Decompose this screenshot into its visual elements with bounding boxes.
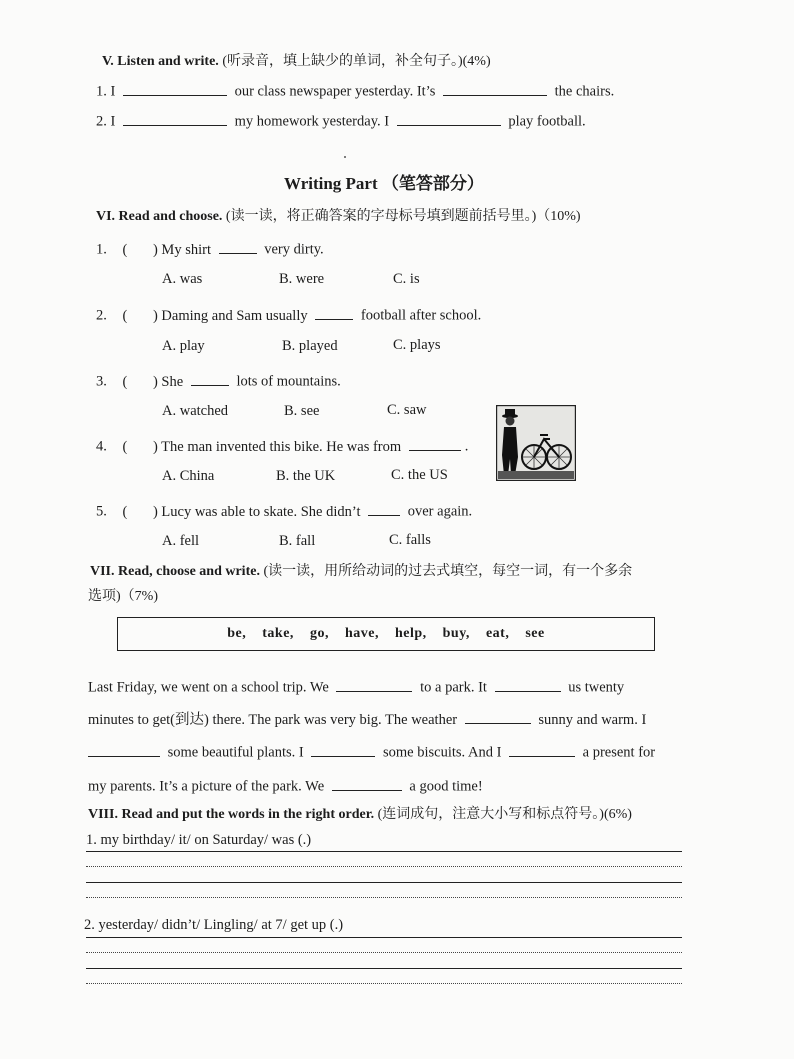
option-a: A. was <box>162 271 203 287</box>
option-c: C. the US <box>391 467 448 483</box>
writing-guide-line <box>86 983 682 984</box>
writing-guide-line <box>86 866 682 867</box>
sentence-text: our class newspaper yesterday. It’s <box>234 83 436 100</box>
passage-text: some beautiful plants. I <box>167 744 304 761</box>
option-a: A. play <box>162 338 205 354</box>
writing-part-title: Writing Part （笔答部分） <box>284 174 484 193</box>
sec5-line-1 <box>96 80 614 101</box>
question-3 <box>96 370 341 391</box>
answer-blank[interactable] <box>123 80 227 96</box>
section-7-title: VII. Read, choose and write. <box>90 564 260 579</box>
answer-bracket[interactable]: ( <box>122 241 128 258</box>
writing-guide-line <box>86 952 682 953</box>
passage-text: a present for <box>582 744 656 761</box>
answer-blank[interactable] <box>123 110 227 126</box>
word-option: help, <box>394 626 427 641</box>
word-option: eat, <box>485 626 510 641</box>
question-text: lots of mountains. <box>236 373 341 390</box>
passage-line-4 <box>88 775 483 796</box>
answer-bracket[interactable]: ( <box>122 503 128 520</box>
passage-line-2 <box>88 708 646 729</box>
option-b: B. fall <box>279 533 316 549</box>
option-a: A. China <box>162 468 215 484</box>
sentence-text: my homework yesterday. I <box>234 113 390 130</box>
question-number: 5. <box>96 503 107 520</box>
question-4 <box>96 435 468 456</box>
writing-line[interactable] <box>86 882 682 883</box>
answer-blank[interactable] <box>336 676 412 692</box>
section-6-heading <box>96 205 581 225</box>
section-8-note: (连词成句，注意大小写和标点符号。)(6%) <box>377 807 632 822</box>
passage-text: minutes to get(到达) there. The park was very big. The weather <box>88 712 458 728</box>
question-text: ) The man invented this bike. He was from <box>152 438 402 455</box>
passage-line-3 <box>88 741 655 762</box>
answer-blank[interactable] <box>332 775 402 791</box>
word-option: buy, <box>442 626 470 641</box>
sentence-text: the chairs. <box>554 83 615 100</box>
line-number: 2. I <box>96 113 116 130</box>
word-option: be, <box>227 626 247 641</box>
answer-bracket[interactable]: ( <box>122 307 128 324</box>
word-option: see <box>525 626 545 641</box>
passage-text: my parents. It’s a picture of the park. We <box>88 778 325 795</box>
answer-blank[interactable] <box>509 741 575 757</box>
sec5-line-2 <box>96 110 586 131</box>
answer-blank <box>191 370 229 386</box>
question-text: . <box>464 438 469 455</box>
question-text: ) My shirt <box>152 241 211 258</box>
answer-bracket[interactable]: ( <box>122 438 128 455</box>
writing-line[interactable] <box>86 851 682 852</box>
option-b: B. the UK <box>276 468 336 484</box>
section-8-title: VIII. Read and put the words in the right order. <box>88 807 375 822</box>
passage-line-1 <box>88 676 624 697</box>
passage-text: to a park. It <box>420 679 487 696</box>
question-text: ) Daming and Sam usually <box>152 307 308 324</box>
question-number: 3. <box>96 373 107 390</box>
option-c: C. saw <box>387 402 427 418</box>
section-8-heading <box>88 803 632 823</box>
word-option: go, <box>309 626 329 641</box>
question-2 <box>96 304 481 325</box>
section-5-heading <box>102 50 491 70</box>
answer-blank <box>409 435 461 451</box>
passage-text: sunny and warm. I <box>538 712 647 728</box>
question-5 <box>96 500 472 521</box>
option-a: A. fell <box>162 533 200 549</box>
option-a: A. watched <box>162 403 229 419</box>
reorder-item-2: 2. yesterday/ didn’t/ Lingling/ at 7/ get up (.) <box>84 917 344 933</box>
section-6-title: VI. Read and choose. <box>96 209 223 224</box>
answer-blank <box>315 304 353 320</box>
answer-blank[interactable] <box>311 741 375 757</box>
option-c: C. is <box>393 271 420 287</box>
answer-blank[interactable] <box>495 676 561 692</box>
section-5-note: (听录音，填上缺少的单词，补全句子。)(4%) <box>222 54 491 69</box>
answer-blank <box>368 500 400 516</box>
sentence-text: play football. <box>508 113 586 130</box>
speck <box>344 156 346 158</box>
option-c: C. falls <box>389 532 431 548</box>
passage-text: a good time! <box>409 778 483 795</box>
option-b: B. played <box>282 338 338 354</box>
option-c: C. plays <box>393 337 441 353</box>
answer-blank <box>219 238 257 254</box>
question-1 <box>96 238 324 259</box>
section-6-note: (读一读，将正确答案的字母标号填到题前括号里。)（10%) <box>225 209 581 224</box>
question-number: 1. <box>96 241 107 258</box>
question-text: ) Lucy was able to skate. She didn’t <box>152 503 361 520</box>
penny-bike-illustration <box>496 405 576 481</box>
passage-text: Last Friday, we went on a school trip. We <box>88 679 329 696</box>
question-text: football after school. <box>360 307 482 324</box>
answer-blank[interactable] <box>397 110 501 126</box>
question-text: very dirty. <box>264 241 324 258</box>
option-b: B. were <box>279 271 325 287</box>
section-7-heading <box>90 560 632 580</box>
section-7-note-cont: 选项)（7%) <box>88 589 158 604</box>
writing-line[interactable] <box>86 968 682 969</box>
writing-line[interactable] <box>86 937 682 938</box>
question-number: 4. <box>96 438 107 455</box>
answer-blank[interactable] <box>465 709 531 725</box>
line-number: 1. I <box>96 83 116 100</box>
answer-bracket[interactable]: ( <box>122 373 128 390</box>
reorder-item-1: 1. my birthday/ it/ on Saturday/ was (.) <box>86 832 312 848</box>
passage-text: us twenty <box>568 679 625 696</box>
answer-blank[interactable] <box>88 741 160 757</box>
question-number: 2. <box>96 307 107 324</box>
question-text: over again. <box>407 503 473 520</box>
section-5-title: V. Listen and write. <box>102 54 219 69</box>
writing-guide-line <box>86 897 682 898</box>
word-option: take, <box>262 626 294 641</box>
answer-blank[interactable] <box>443 80 547 96</box>
question-text: ) She <box>152 373 184 390</box>
passage-text: some biscuits. And I <box>382 744 502 761</box>
word-option: have, <box>344 626 379 641</box>
section-7-note: (读一读，用所给动词的过去式填空，每空一词，有一个多余 <box>263 564 633 579</box>
option-b: B. see <box>284 403 320 419</box>
word-bank <box>117 617 655 651</box>
